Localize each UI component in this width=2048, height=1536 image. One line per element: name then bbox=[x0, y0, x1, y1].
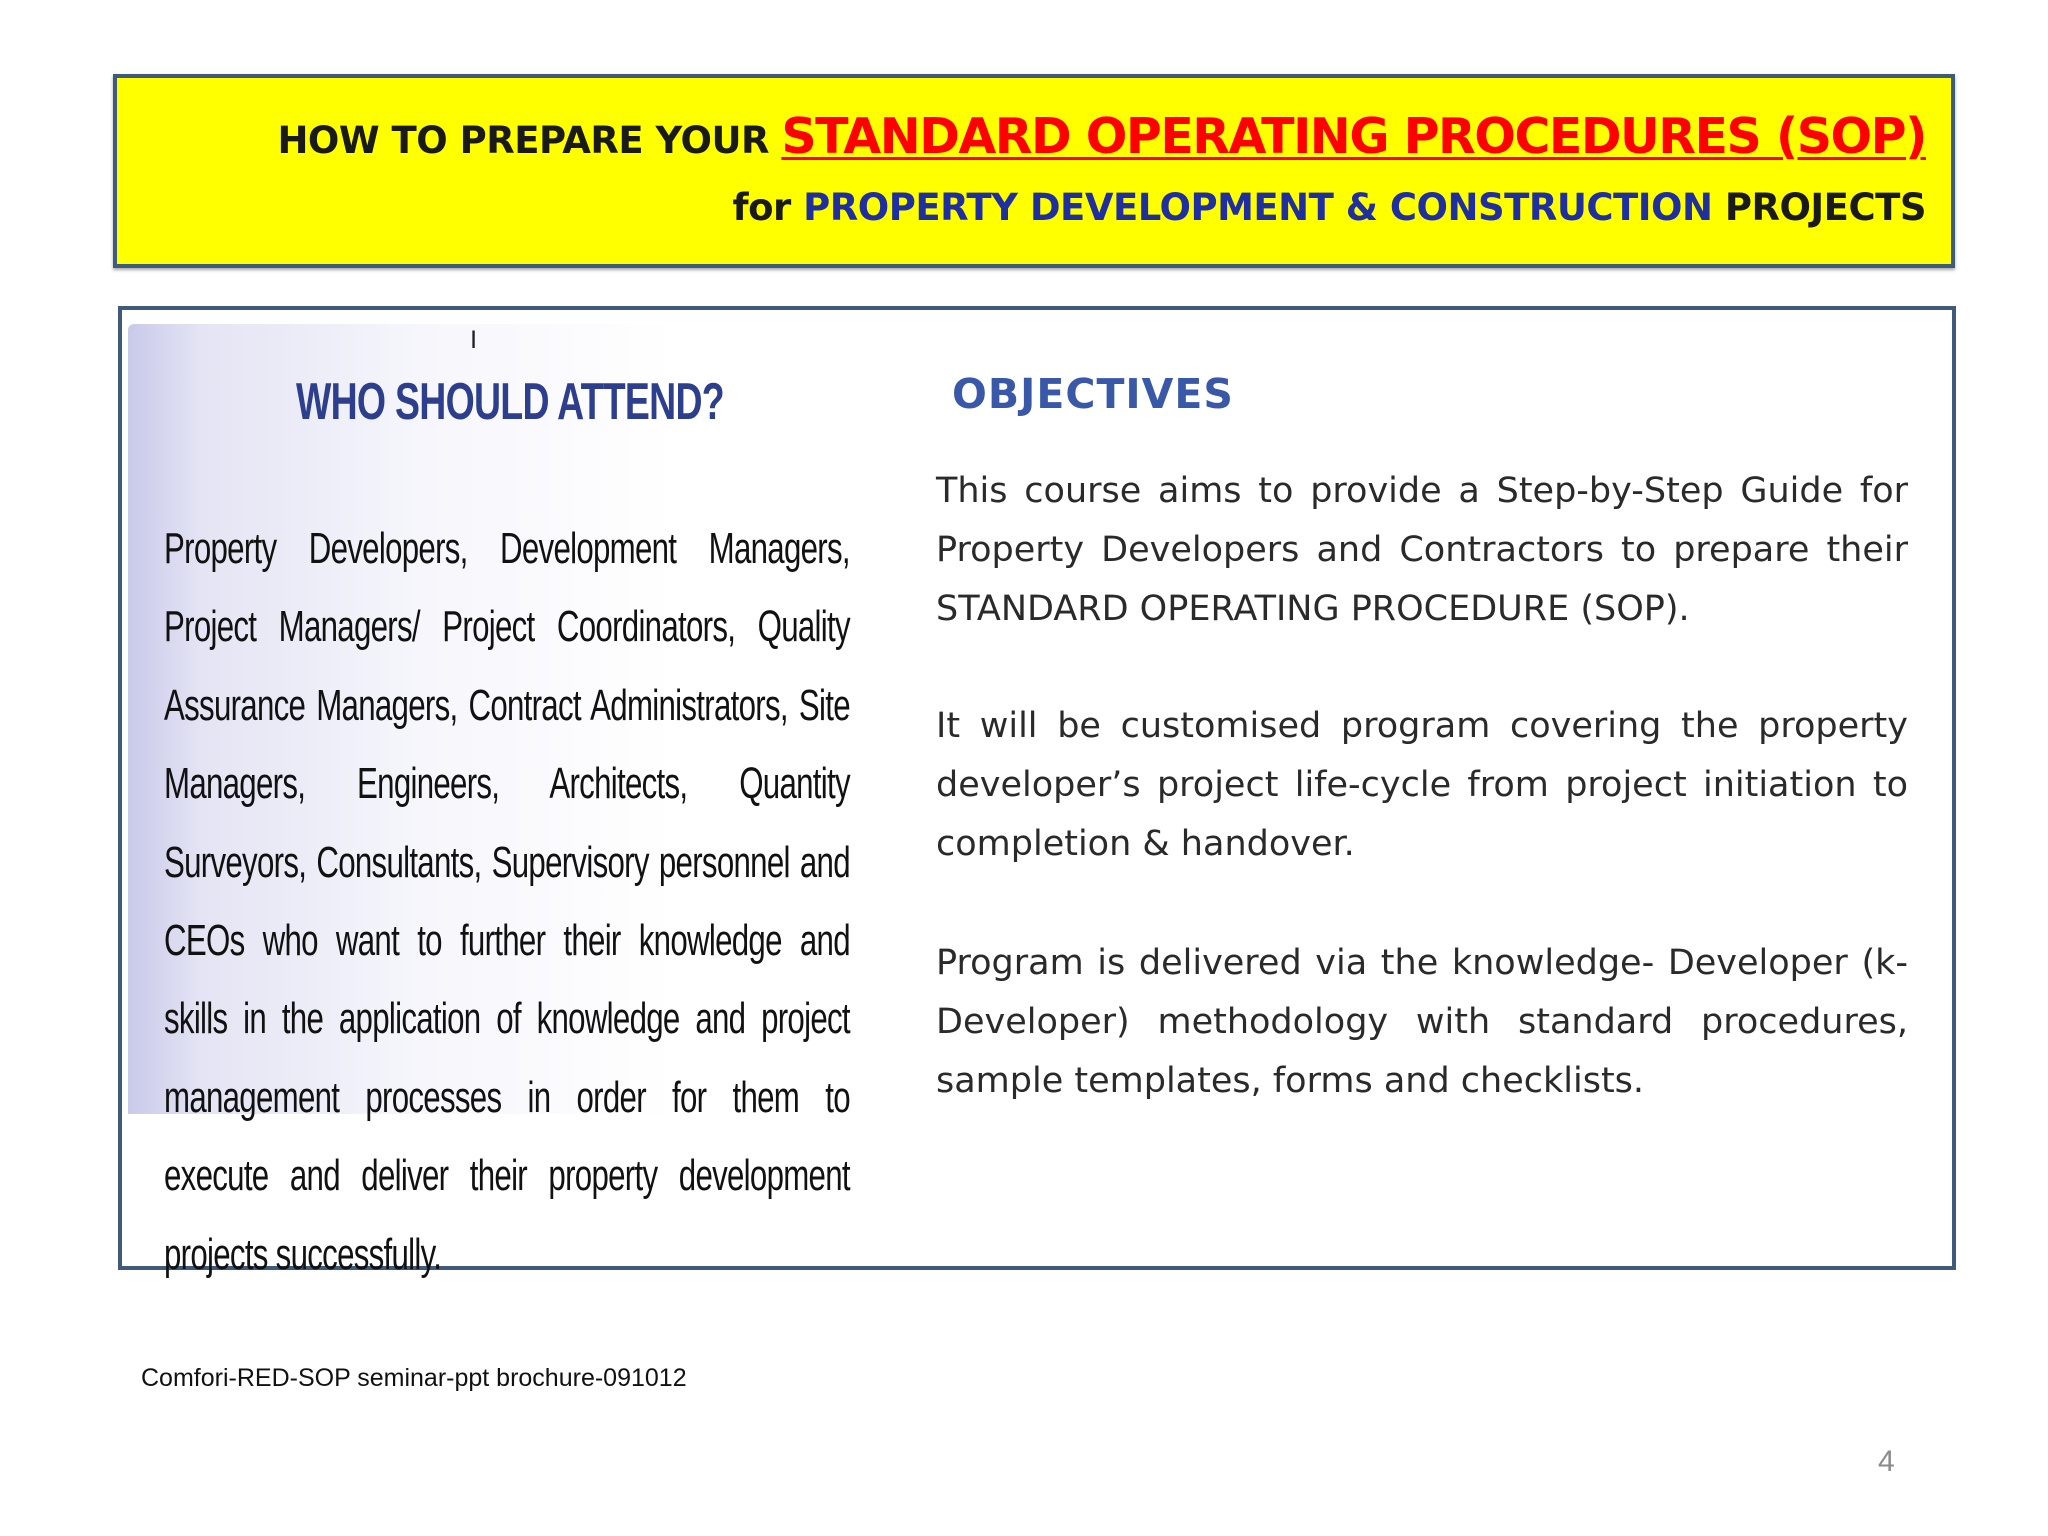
title-banner bbox=[113, 74, 1955, 268]
text-cursor-mark: I bbox=[470, 326, 478, 354]
objectives-heading: OBJECTIVES bbox=[952, 370, 1234, 418]
objectives-paragraph-2: It will be customised program covering the property developer’s project life-cycle from project initiation to completion & handover. bbox=[936, 706, 1908, 864]
who-should-attend-panel bbox=[128, 324, 858, 1279]
banner-title-highlight: STANDARD OPERATING PROCEDURES (SOP) bbox=[781, 108, 1926, 165]
who-should-attend-text: Property Developers, Development Managers, Project Managers/ Project Coordinators, Quality Assurance Managers, Contract Administrators, Site Managers, Engineers, Architects, Quantity Surveyors, Consultants, Supervisory personnel and CEOs who want to further their knowledge and skills in the application of knowledge and project management processes in order for them to execute and deliver their property development projects successfully. bbox=[164, 524, 850, 1279]
banner-title-line1 bbox=[277, 108, 1926, 165]
who-should-attend-heading: WHO SHOULD ATTEND? bbox=[296, 373, 724, 431]
content-box bbox=[118, 306, 1956, 1279]
footer-document-id: Comfori-RED-SOP seminar-ppt brochure-091012 bbox=[141, 1364, 687, 1392]
banner-for-label: for bbox=[732, 186, 804, 229]
banner-topic: PROPERTY DEVELOPMENT & CONSTRUCTION bbox=[803, 186, 1713, 229]
objectives-paragraph-3: Program is delivered via the knowledge- Developer (k-Developer) methodology with standard procedures, sample templates, forms and checklists. bbox=[936, 943, 1908, 1101]
banner-title-prefix: HOW TO PREPARE YOUR bbox=[277, 119, 782, 162]
banner-title-line2 bbox=[732, 186, 1926, 229]
objectives-paragraph-1: This course aims to provide a Step-by-Step Guide for Property Developers and Contractors to prepare their STANDARD OPERATING PROCEDURE (SOP). bbox=[936, 471, 1908, 629]
page-number: 4 bbox=[1878, 1445, 1895, 1478]
banner-suffix: PROJECTS bbox=[1712, 186, 1926, 229]
